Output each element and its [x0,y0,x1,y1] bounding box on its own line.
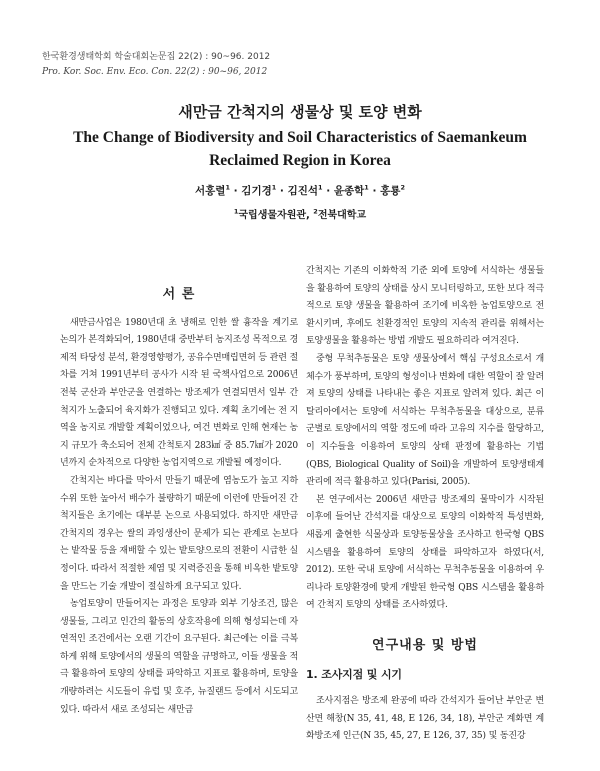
body-paragraph: 농업토양이 만들어지는 과정은 토양과 외부 기상조건, 많은 생물들, 그리고 인간의 활동의 상호작용에 의해 형성되는데 자연적인 조건에서는 오랜 기간이 요구된다. 최근에는 이를 극복하게 위해 토양에서의 생물의 역할을 규명하고, 이들 생물을 적극 활용하여 토양의 상태를 파악하고 지표로 활용하며, 토양을 개량하려는 시도들이 유럽 및 호주, 뉴질랜드 등에서 시도되고 있다. 따라서 새로 조성되는 새만금 [60,599,298,715]
author-affiliation-mark: 1 [271,183,277,192]
section-heading-introduction: 서 론 [162,287,196,302]
body-paragraph: 조사지점은 방조제 완공에 따라 간석지가 들어난 부안군 변산면 해창(N 35, 41, 48, E 126, 34, 18), 부안군 계화면 계화방조제 인근(N 35, 45, 27, E 126, 37, 35) 및 동진강 [306,696,544,742]
journal-citation [42,50,270,80]
body-paragraph: 간척지는 기존의 이화학적 기준 외에 토양에 서식하는 생물들을 활용하여 토양의 상태를 상시 모니터링하고, 또한 보다 적극적으로 토양 생물을 활용하여 조기에 비옥한 농업토양으로 전환시키며, 후에도 친환경적인 토양의 지속적 관리를 위해서는 토양생물을 활용하는 방법 개발도 필요하리라 여겨진다. [306,266,544,347]
author-affiliation-mark: 2 [400,183,405,192]
author-name: 김기경 [241,185,272,197]
subsection-heading-sites: 1. 조사지점 및 시기 [306,668,402,682]
affiliation-name: 전북대학교 [317,210,367,221]
author-affiliation-mark: 1 [364,183,369,192]
affiliation-separator: , [306,210,314,221]
paper-title-korean: 새만금 간척지의 생물상 및 토양 변화 [178,103,422,121]
author-affiliation-mark: 1 [318,183,323,192]
affiliation-mark: 2 [313,207,318,216]
journal-citation-korean: 한국환경생태학회 학술대회논문집 22(2) : 90~96. 2012 [42,52,271,62]
body-paragraph: 중형 무척추동물은 토양 생물상에서 핵심 구성요소로서 개체수가 풍부하며, 토양의 형성이나 변화에 대한 역할이 잘 알려져 토양의 상태를 나타내는 좋은 지표로 알려져 있다. 최근 이탈리아에서는 토양에 서식하는 무척추동물을 대상으로, 분류군별로 토양에서의 역할 정도에 따라 고유의 지수를 할당하고, 이 지수들을 이용하여 토양의 상태 판정에 활용하는 기법(QBS, Biological Quality of Soil)을 개발하여 토양생태계 관리에 적극 활용하고 있다(Parisi, 2005). [306,353,544,488]
author-name: 서홍렬 [195,185,226,197]
body-paragraph: 간척지는 바다를 막아서 만들기 때문에 염농도가 높고 지하수위 또한 높아서 배수가 불량하기 때문에 이런에 만들어진 간척지들은 초기에는 대부분 논으로 사용되었다. 하지만 새만금 간척지의 경우는 쌀의 과잉생산이 문제가 되는 관계로 논보다는 밭작물 등을 재배할 수 있는 밭토양으로의 전환이 시급한 실정이다. 따라서 적절한 제염 및 지력증진을 통해 비옥한 밭토양을 만드는 기술 개발이 절실하게 요구되고 있다. [60,475,298,592]
author-list [0,183,600,198]
author-name: 김진석 [287,185,319,197]
author-name: 홍룡 [380,185,401,197]
affiliation-list [0,206,600,221]
section-heading-methods: 연구내용 및 방법 [372,637,478,653]
journal-citation-english: Pro. Kor. Soc. Env. Eco. Con. 22(2) : 90~96, 2012 [42,67,268,77]
author-separator: · [229,185,242,197]
author-affiliation-mark: 1 [225,183,230,192]
paper-title-english: The Change of Biodiversity and Soil Characteristics of Saemankeum Reclaimed Region in Korea [73,129,527,169]
body-paragraph: 본 연구에서는 2006년 새만금 방조제의 물막이가 시작된 이후에 들어난 간석지를 대상으로 토양의 이화학적 특성변화, 새롭게 출현한 식물상과 토양동물상을 조사하고 한국형 QBS시스템을 활용하여 토양의 상태를 파악하고자 하였다(서, 2012). 또한 국내 토양에 서식하는 무척추동물을 이용하여 우리나라 토양환경에 맞게 개발된 한국형 QBS 시스템을 활용하여 간척지 토양의 상태를 조사하였다. [306,494,544,611]
body-paragraph: 새만금사업은 1980년대 초 냉해로 인한 쌀 흉작을 계기로 논의가 본격화되어, 1980년대 중반부터 농지조성 목적으로 경제적 타당성 분석, 환경영향평가, 공유수면매립면허 등 관련 절차를 거쳐 1991년부터 공사가 시작 된 국책사업으로 2006년 전북 군산과 부안군을 연결하는 방조제가 연결되면서 일부 간척지가 노출되어 육지화가 진행되고 있다. 계획 초기에는 전 지역을 농지로 개발할 계획이었으나, 여건 변화로 인해 현재는 농지 규모가 축소되어 전체 간척토지 283㎢ 중 85.7㎢가 2020년까지 순차적으로 다양한 농업지역으로 개발될 예정이다. [60,317,298,469]
author-separator: · [322,185,334,197]
author-name: 윤종학 [333,185,365,197]
affiliation-name: 국립생물자원관 [238,210,307,221]
author-separator: · [276,185,288,197]
author-separator: · [368,185,381,197]
right-column [306,263,544,746]
left-column [60,257,298,719]
affiliation-mark: 1 [233,207,239,216]
